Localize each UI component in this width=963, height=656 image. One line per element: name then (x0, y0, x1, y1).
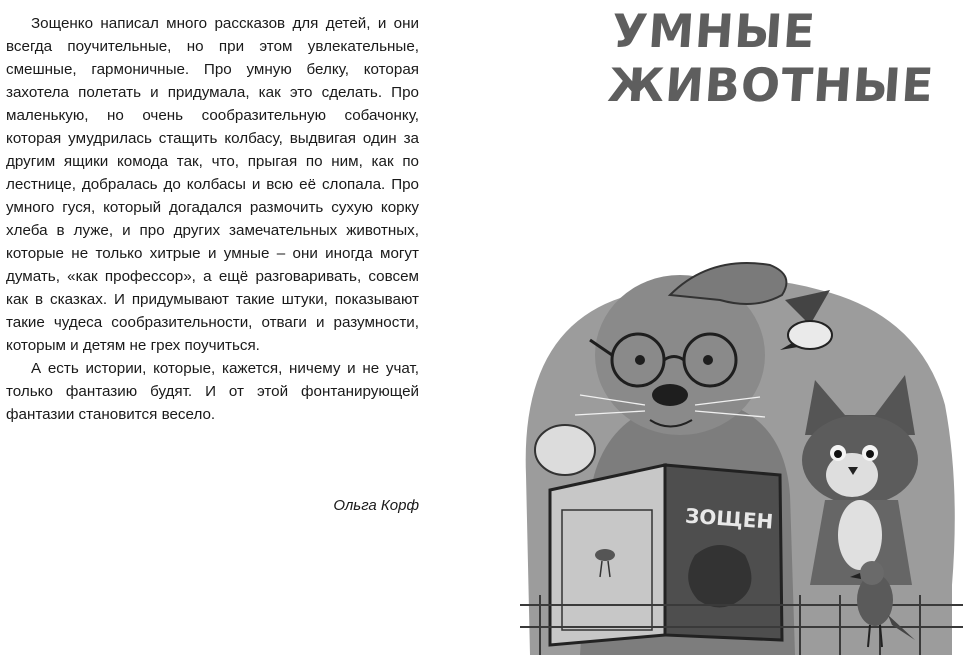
dog-nose (652, 384, 688, 406)
book-cover-label: ЗОЩЕН (684, 503, 774, 534)
book-title (606, 4, 936, 112)
animals-reading-illustration (520, 255, 963, 655)
cat-chest (838, 500, 882, 570)
dog-eye-right (703, 355, 713, 365)
title-line-1: УМНЫЕ (610, 4, 818, 58)
paragraph-2: А есть истории, которые, кажется, ничему и не учат, только фантазию будят. И от этой фонтанирующей фантазии становится весело. (6, 360, 419, 423)
paragraph-1: Зощенко написал много рассказов для детей, и они всегда поучительные, но при этом увлекательные, смешные, гармоничные. Про умную белку, которая захотела полетать и придумала, как это сделать. Про маленькую, но очень сообразительную собачонку, которая умудрилась стащить колбасу, выдвигая один за другим ящики комода так, что, прыгая по ним, как по лестнице, добралась до колбасы и всю её слопала. Про умного гуся, который догадался размочить сухую корку хлеба в луже, и про других замечательных животных, которые не только хитрые и умные – они иногда могут думать, «как профессор», а ещё разговаривать, совсем как в сказках. И придумывают такие штуки, показывают такие чудеса сообразительности, отваги и разумности, которым и детям не грех поучиться. (6, 15, 419, 354)
right-page (470, 0, 963, 656)
dog-paw (535, 425, 595, 475)
book-icon (550, 465, 782, 645)
foreword-text (6, 12, 419, 426)
dog-eye-left (635, 355, 645, 365)
left-page (0, 0, 470, 656)
book-tree (688, 545, 751, 608)
title-line-2: ЖИВОТНЫЕ (606, 58, 936, 112)
author-signature: Ольга Корф (333, 497, 419, 514)
